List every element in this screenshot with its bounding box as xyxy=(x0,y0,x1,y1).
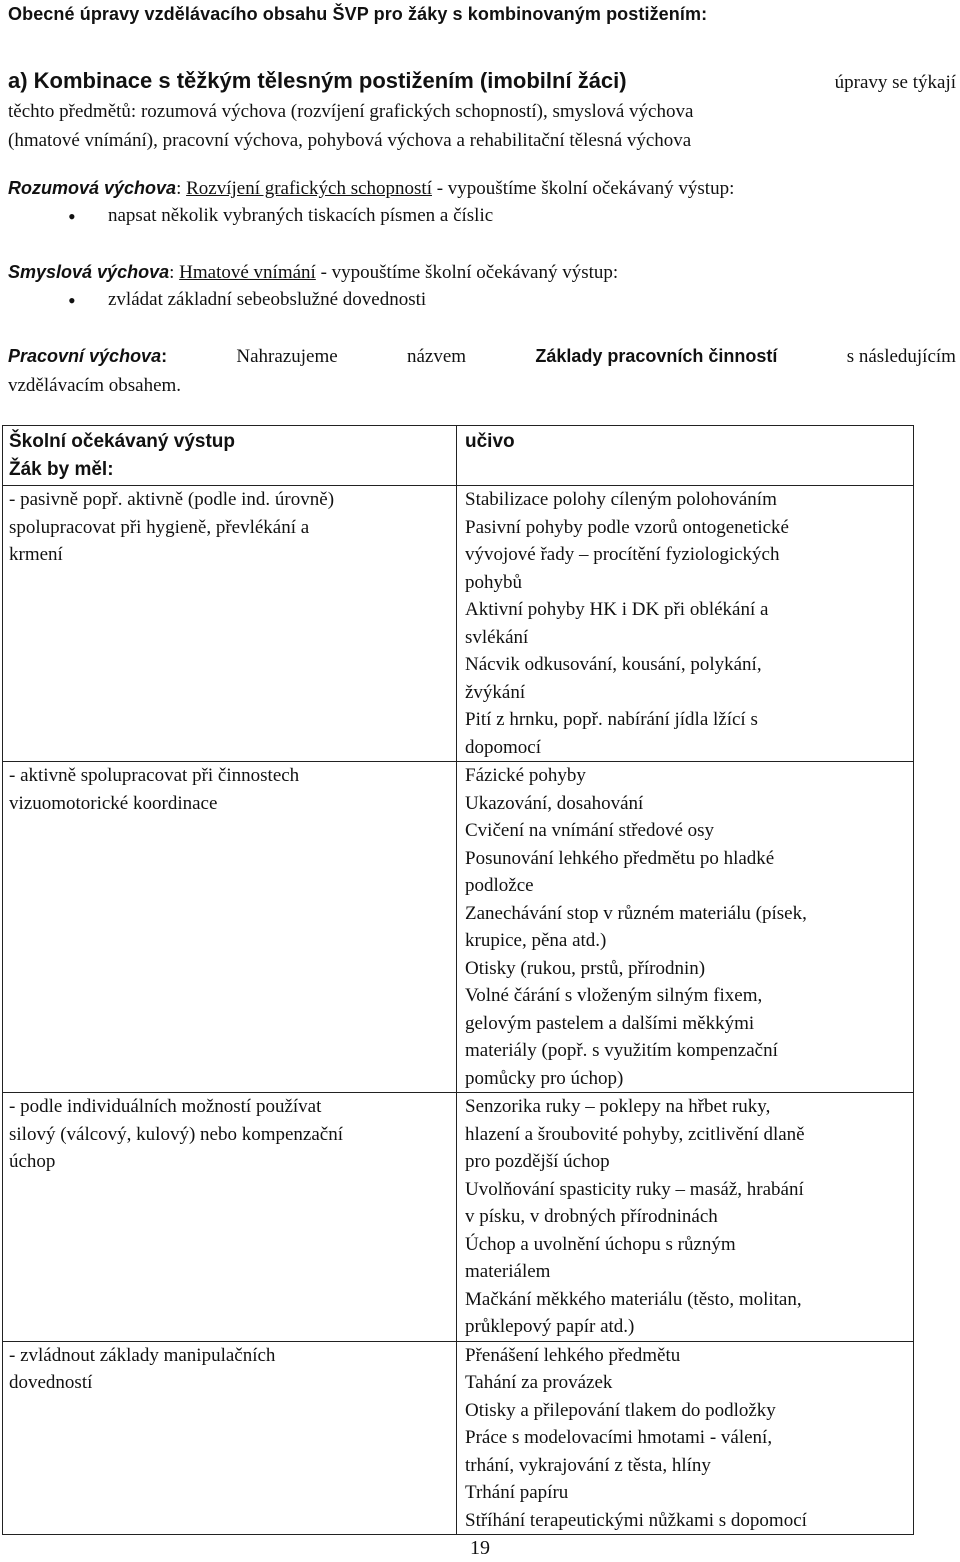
section-a-title-tail: úpravy se týkají xyxy=(834,72,956,93)
content-line: Senzorika ruky – poklepy na hřbet ruky, xyxy=(465,1096,771,1117)
table-row xyxy=(3,1341,914,1535)
outcome-line: krmení xyxy=(9,544,63,565)
rozumova-bullet: • napsat několik vybraných tiskacích písmen a číslic xyxy=(108,205,493,227)
rozumova-topic: Rozvíjení grafických schopností xyxy=(186,178,432,199)
rozumova-sep: : xyxy=(176,178,187,199)
pracovni-line2: vzdělávacím obsahem. xyxy=(8,375,182,396)
header-left-cell xyxy=(3,426,457,486)
content-line: trhání, vykrajování z těsta, hlíny xyxy=(465,1454,711,1476)
outcome-line: - zvládnout základy manipulačních xyxy=(9,1344,276,1366)
content-line: Zanechávání stop v různém materiálu (písek, xyxy=(465,902,807,924)
content-line: pomůcky pro úchop) xyxy=(465,1067,624,1089)
pracovni-w1: Nahrazujeme xyxy=(236,346,338,367)
outcome-cell xyxy=(3,1341,457,1535)
outcome-line: silový (válcový, kulový) nebo kompenzační xyxy=(9,1123,344,1145)
content-line: podložce xyxy=(465,875,534,896)
page-number: 19 xyxy=(470,1537,490,1559)
pracovni-w2: názvem xyxy=(406,346,467,367)
section-a-line2: těchto předmětů: rozumová výchova (rozvíjení grafických schopností), smyslová výchova xyxy=(8,101,694,122)
content-line: Práce s modelovacími hmotami - válení, xyxy=(465,1427,773,1448)
section-a xyxy=(8,66,956,155)
curriculum-table-body xyxy=(3,426,914,1535)
pracovni-label: Pracovní výchova xyxy=(8,346,162,366)
content-line: Přenášení lehkého předmětu xyxy=(465,1344,681,1366)
content-line: v písku, v drobných přírodninách xyxy=(465,1206,718,1227)
outcome-line: spolupracovat při hygieně, převlékání a xyxy=(9,516,310,538)
outcome-line: úchop xyxy=(9,1151,56,1172)
content-cell xyxy=(457,1093,914,1342)
content-line: Ukazování, dosahování xyxy=(465,792,644,814)
content-line: pohybů xyxy=(465,571,522,593)
content-line: gelovým pastelem a dalšími měkkými xyxy=(465,1012,755,1034)
header-left-line1: Školní očekávaný výstup xyxy=(9,431,235,452)
content-line: Cvičení na vnímání středové osy xyxy=(465,820,715,841)
section-a-line3: (hmatové vnímání), pracovní výchova, pohybová výchova a rehabilitační tělesná výchova xyxy=(8,130,692,151)
table-header-row xyxy=(3,426,914,486)
content-line: krupice, pěna atd.) xyxy=(465,930,607,951)
header-left-line2: Žák by měl: xyxy=(9,458,114,480)
pracovni-bold: Základy pracovních činností xyxy=(535,346,778,366)
content-line: Volné čárání s vloženým silným fixem, xyxy=(465,985,763,1006)
content-line: Mačkání měkkého materiálu (těsto, molitan, xyxy=(465,1288,802,1310)
table-row xyxy=(3,486,914,762)
content-line: Nácvik odkusování, kousání, polykání, xyxy=(465,654,762,675)
outcome-line: vizuomotorické koordinace xyxy=(9,792,218,814)
content-line: průklepový papír atd.) xyxy=(465,1316,635,1337)
content-line: Uvolňování spasticity ruky – masáž, hrabání xyxy=(465,1178,804,1200)
outcome-line: - podle individuálních možností používat xyxy=(9,1096,322,1117)
header-right-text: učivo xyxy=(465,431,515,452)
content-line: Aktivní pohyby HK i DK při oblékání a xyxy=(465,599,769,620)
smyslova-sep: : xyxy=(169,262,180,283)
outcome-cell xyxy=(3,1093,457,1342)
content-line: Otisky a přilepování tlakem do podložky xyxy=(465,1399,776,1421)
section-a-lead xyxy=(8,66,956,97)
pracovni-w3: s následujícím xyxy=(846,346,956,367)
content-cell xyxy=(457,762,914,1093)
rozumova-text: - vypouštíme školní očekávaný výstup: xyxy=(431,178,735,199)
content-line: Otisky (rukou, prstů, přírodnin) xyxy=(465,957,706,979)
header-right-cell xyxy=(457,426,914,486)
smyslova-topic: Hmatové vnímání xyxy=(179,262,316,283)
content-line: svlékání xyxy=(465,626,529,648)
content-line: žvýkání xyxy=(465,681,526,703)
pracovni-paragraph xyxy=(8,342,956,400)
content-line: Stabilizace polohy cíleným polohováním xyxy=(465,489,777,510)
curriculum-table xyxy=(2,425,914,1535)
section-a-title: a) Kombinace s těžkým tělesným postižením (imobilní žáci) xyxy=(8,68,627,93)
smyslova-bullet: • zvládat základní sebeobslužné dovednosti xyxy=(108,289,426,311)
outcome-line: dovedností xyxy=(9,1372,93,1393)
content-line: Posunování lehkého předmětu po hladké xyxy=(465,847,775,869)
content-line: vývojové řady – procítění fyziologických xyxy=(465,544,780,565)
table-row xyxy=(3,762,914,1093)
pracovni-sep: : xyxy=(161,346,168,366)
content-cell xyxy=(457,486,914,762)
outcome-line: - aktivně spolupracovat při činnostech xyxy=(9,765,300,786)
outcome-line: - pasivně popř. aktivně (podle ind. úrovně) xyxy=(9,489,335,510)
content-line: Tahání za provázek xyxy=(465,1372,613,1393)
outcome-cell xyxy=(3,762,457,1093)
content-line: dopomocí xyxy=(465,736,541,758)
smyslova-line xyxy=(8,262,618,284)
content-cell xyxy=(457,1341,914,1535)
rozumova-label: Rozumová výchova xyxy=(8,178,177,198)
outcome-cell xyxy=(3,486,457,762)
content-line: Pití z hrnku, popř. nabírání jídla lžící s xyxy=(465,709,758,730)
pracovni-line1 xyxy=(8,342,956,371)
smyslova-text: - vypouštíme školní očekávaný výstup: xyxy=(315,262,619,283)
content-line: Úchop a uvolnění úchopu s různým xyxy=(465,1233,736,1255)
content-line: Pasivní pohyby podle vzorů ontogenetické xyxy=(465,516,789,538)
content-line: Fázické pohyby xyxy=(465,765,586,786)
content-line: pro pozdější úchop xyxy=(465,1151,610,1172)
content-line: Trhání papíru xyxy=(465,1482,569,1503)
document-heading: Obecné úpravy vzdělávacího obsahu ŠVP pro žáky s kombinovaným postižením: xyxy=(8,4,708,24)
content-line: materiálem xyxy=(465,1261,551,1282)
rozumova-line xyxy=(8,178,734,200)
smyslova-label: Smyslová výchova xyxy=(8,262,170,282)
content-line: hlazení a šroubovité pohyby, zcitlivění dlaně xyxy=(465,1123,805,1145)
content-line: Stříhání terapeutickými nůžkami s dopomocí xyxy=(465,1509,807,1531)
table-row xyxy=(3,1093,914,1342)
content-line: materiály (popř. s využitím kompenzační xyxy=(465,1040,778,1061)
